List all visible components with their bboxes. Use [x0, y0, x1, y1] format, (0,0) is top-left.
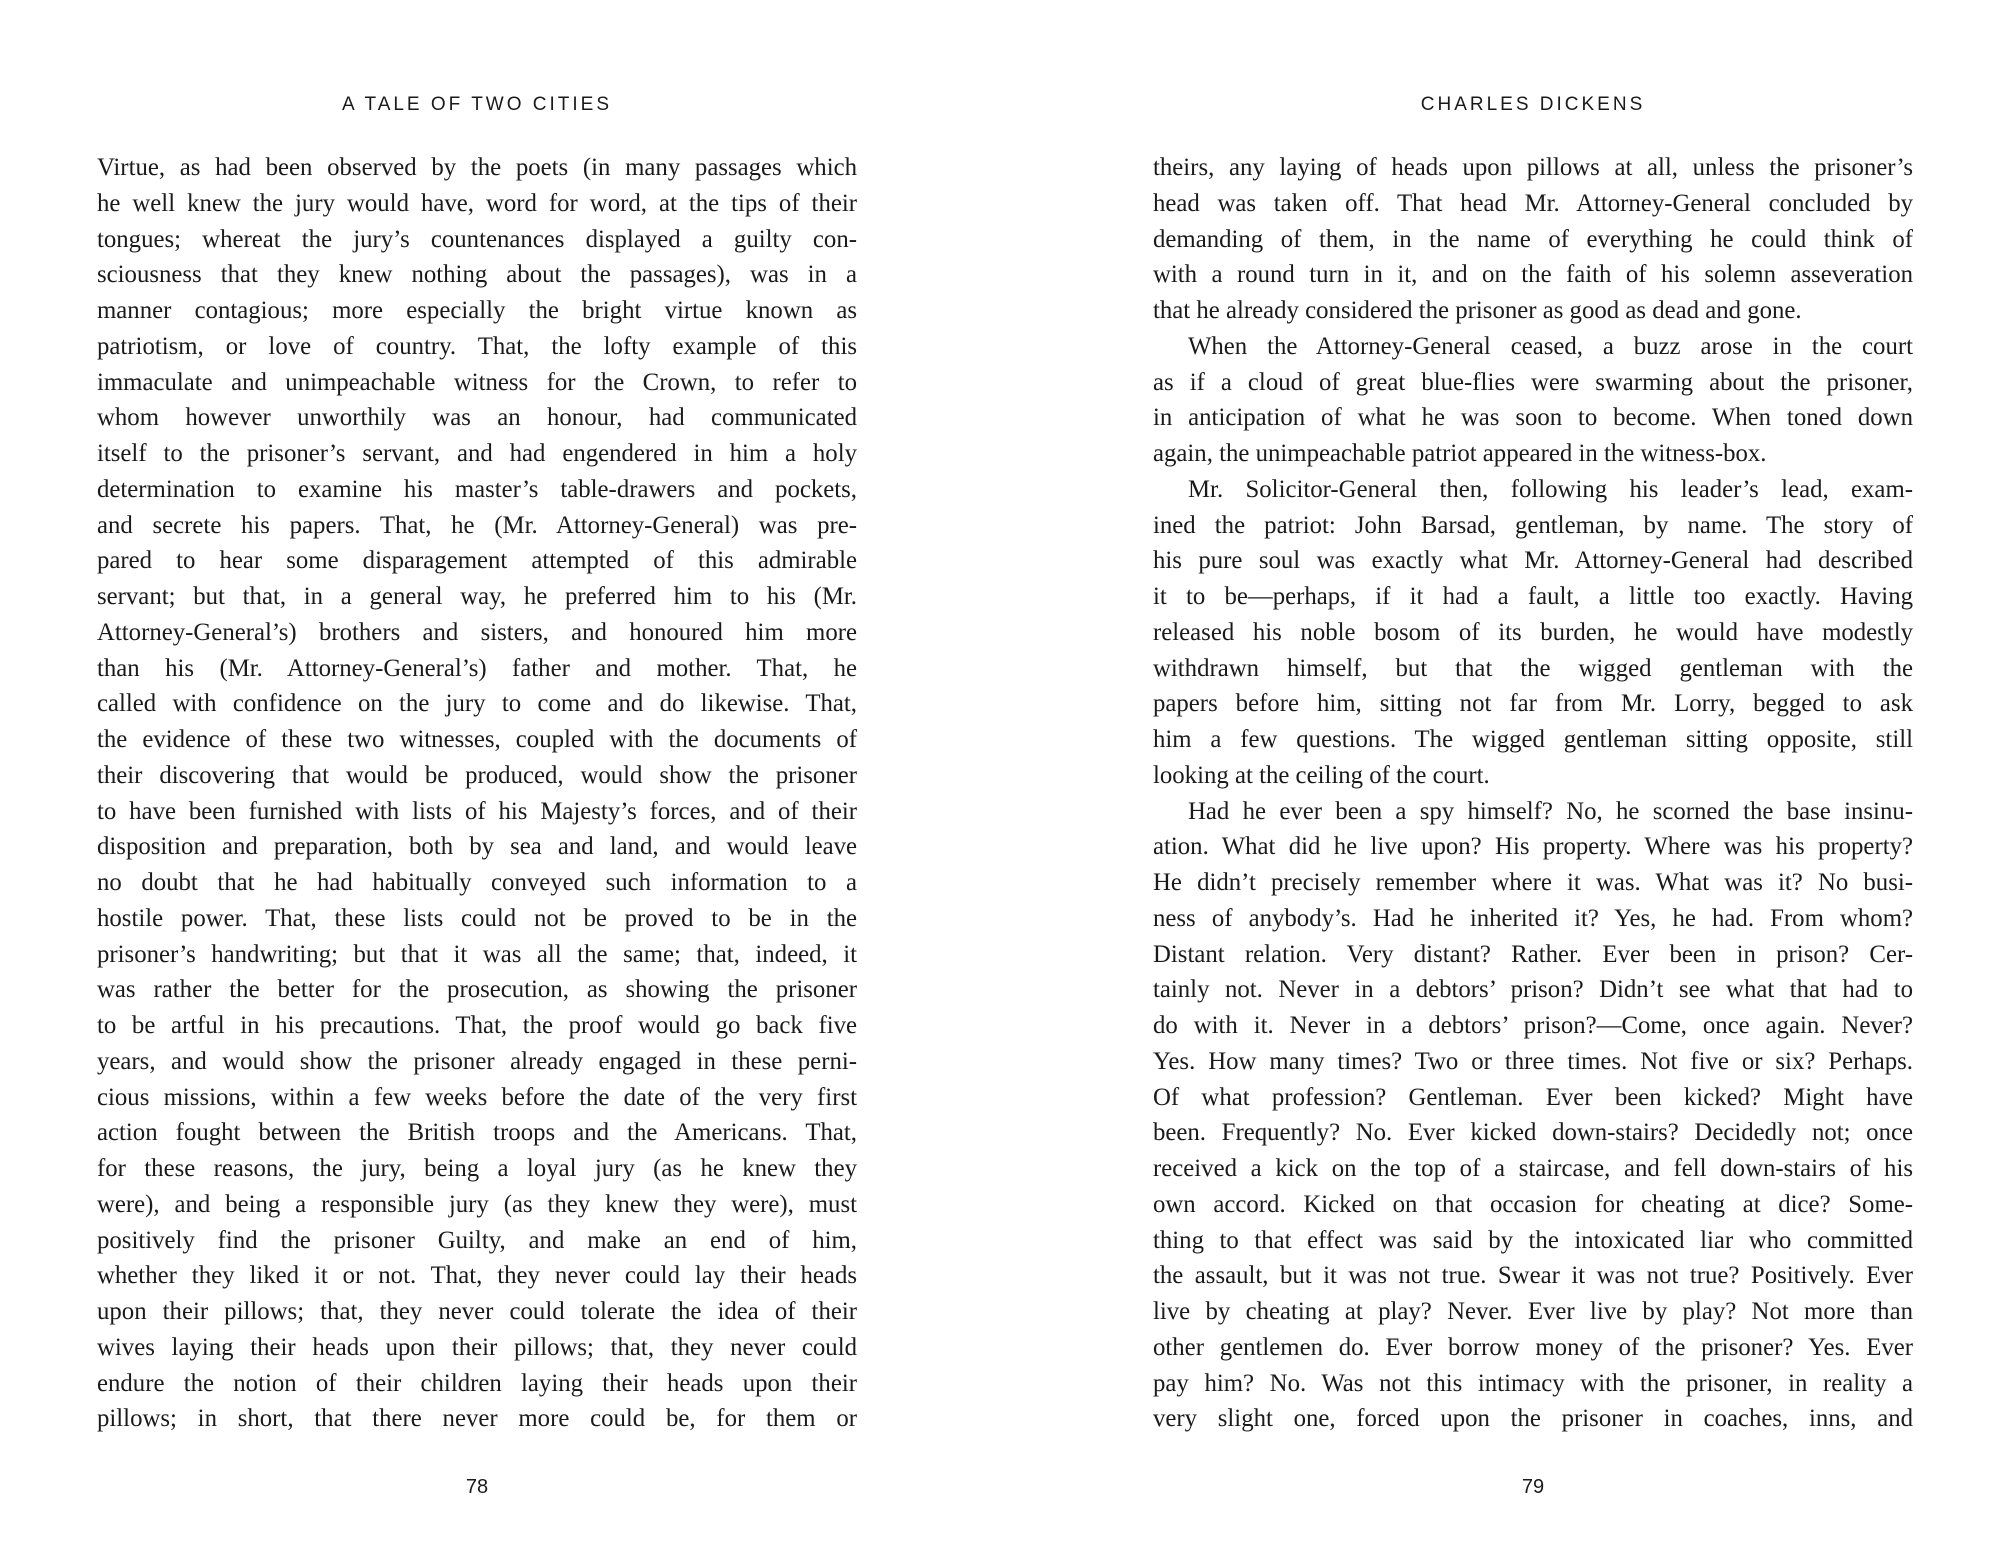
- text-line: tongues; whereat the jury’s countenances displayed a guilty con-: [97, 225, 857, 253]
- paragraph-first-line: Had he ever been a spy himself? No, he scorned the base insinu-: [1188, 797, 1913, 825]
- text-line: own accord. Kicked on that occasion for cheating at dice? Some-: [1153, 1190, 1913, 1218]
- text-line: whom however unworthily was an honour, had communicated: [97, 404, 857, 432]
- text-line: it to be—perhaps, if it had a fault, a little too exactly. Having: [1153, 583, 1913, 610]
- text-line: him a few questions. The wigged gentleman sitting opposite, still: [1153, 726, 1913, 753]
- text-line: as if a cloud of great blue-flies were swarming about the prisoner,: [1153, 368, 1913, 396]
- text-line: disposition and preparation, both by sea and land, and would leave: [97, 833, 857, 861]
- text-line: very slight one, forced upon the prisoner in coaches, inns, and: [1153, 1405, 1913, 1433]
- text-line: he well knew the jury would have, word for word, at the tips of their: [97, 189, 857, 217]
- text-line: the evidence of these two witnesses, coupled with the documents of: [97, 726, 857, 753]
- paragraph-first-line: When the Attorney-General ceased, a buzz arose in the court: [1188, 332, 1913, 360]
- text-line: immaculate and unimpeachable witness for the Crown, to refer to: [97, 368, 857, 396]
- text-line: for these reasons, the jury, being a loyal jury (as he knew they: [97, 1155, 857, 1182]
- text-line: released his noble bosom of its burden, he would have modestly: [1153, 618, 1913, 646]
- text-line: He didn’t precisely remember where it was. What was it? No busi-: [1153, 869, 1913, 896]
- text-line: pay him? No. Was not this intimacy with the prisoner, in reality a: [1153, 1369, 1913, 1397]
- text-line: the assault, but it was not true. Swear it was not true? Positively. Ever: [1153, 1262, 1913, 1290]
- text-line: ness of anybody’s. Had he inherited it? Yes, he had. From whom?: [1153, 904, 1913, 932]
- text-line: ined the patriot: John Barsad, gentleman, by name. The story of: [1153, 511, 1913, 539]
- text-line: called with confidence on the jury to come and do likewise. That,: [97, 690, 857, 718]
- page-number: 79: [1521, 1476, 1545, 1498]
- paragraph-first-line: Mr. Solicitor-General then, following his leader’s lead, exam-: [1188, 475, 1913, 503]
- text-line: manner contagious; more especially the bright virtue known as: [97, 297, 857, 324]
- text-line: Of what profession? Gentleman. Ever been kicked? Might have: [1153, 1083, 1913, 1111]
- text-line: ation. What did he live upon? His property. Where was his property?: [1153, 833, 1913, 861]
- text-line: were), and being a responsible jury (as they knew they were), must: [97, 1190, 857, 1218]
- right-page-body: [1153, 150, 1913, 1437]
- page-number: 78: [465, 1476, 489, 1498]
- text-line: was rather the better for the prosecution, as showing the prisoner: [97, 976, 857, 1004]
- text-line: live by cheating at play? Never. Ever live by play? Not more than: [1153, 1298, 1913, 1325]
- text-line: tainly not. Never in a debtors’ prison? Didn’t see what that had to: [1153, 976, 1913, 1004]
- text-line: action fought between the British troops and the Americans. That,: [97, 1119, 857, 1147]
- text-line: to have been furnished with lists of his Majesty’s forces, and of their: [97, 797, 857, 825]
- text-line: Virtue, as had been observed by the poets (in many passages which: [97, 154, 857, 181]
- text-line: with a round turn in it, and on the faith of his solemn asseveration: [1153, 261, 1913, 289]
- text-line: itself to the prisoner’s servant, and had engendered in him a holy: [97, 440, 857, 467]
- text-line: pillows; in short, that there never more could be, for them or: [97, 1405, 857, 1433]
- text-line: cious missions, within a few weeks before the date of the very first: [97, 1083, 857, 1111]
- right-page: [1153, 0, 1913, 1550]
- text-line: prisoner’s handwriting; but that it was all the same; that, indeed, it: [97, 940, 857, 968]
- text-line: than his (Mr. Attorney-General’s) father and mother. That, he: [97, 654, 857, 682]
- text-line: sciousness that they knew nothing about the passages), was in a: [97, 261, 857, 289]
- text-line: Yes. How many times? Two or three times. Not five or six? Perhaps.: [1153, 1047, 1913, 1075]
- text-line: do with it. Never in a debtors’ prison?—Come, once again. Never?: [1153, 1012, 1913, 1039]
- running-head-author: CHARLES DICKENS: [1420, 94, 1646, 115]
- text-line: pared to hear some disparagement attempted of this admirable: [97, 547, 857, 575]
- running-head-book-title: A TALE OF TWO CITIES: [341, 94, 613, 115]
- left-page: [97, 0, 857, 1550]
- text-line: his pure soul was exactly what Mr. Attorney-General had described: [1153, 547, 1913, 575]
- text-line: endure the notion of their children laying their heads upon their: [97, 1369, 857, 1397]
- text-line: hostile power. That, these lists could not be proved to be in the: [97, 904, 857, 932]
- text-line: servant; but that, in a general way, he preferred him to his (Mr.: [97, 583, 857, 610]
- text-line: theirs, any laying of heads upon pillows at all, unless the prisoner’s: [1153, 154, 1913, 181]
- text-line: looking at the ceiling of the court.: [1153, 761, 1490, 789]
- text-line: their discovering that would be produced, would show the prisoner: [97, 761, 857, 789]
- text-line: papers before him, sitting not far from Mr. Lorry, begged to ask: [1153, 690, 1913, 718]
- text-line: been. Frequently? No. Ever kicked down-stairs? Decidedly not; once: [1153, 1119, 1913, 1147]
- text-line: wives laying their heads upon their pillows; that, they never could: [97, 1333, 857, 1361]
- text-line: determination to examine his master’s table-drawers and pockets,: [97, 475, 857, 503]
- text-line: years, and would show the prisoner already engaged in these perni-: [97, 1047, 857, 1075]
- text-line: withdrawn himself, but that the wigged gentleman with the: [1153, 654, 1913, 682]
- text-line: in anticipation of what he was soon to become. When toned down: [1153, 404, 1913, 432]
- text-line: received a kick on the top of a staircase, and fell down-stairs of his: [1153, 1155, 1913, 1182]
- text-line: Attorney-General’s) brothers and sisters, and honoured him more: [97, 618, 857, 646]
- text-line: other gentlemen do. Ever borrow money of the prisoner? Yes. Ever: [1153, 1333, 1913, 1361]
- text-line: that he already considered the prisoner as good as dead and gone.: [1153, 297, 1802, 324]
- text-line: upon their pillows; that, they never could tolerate the idea of their: [97, 1298, 857, 1325]
- text-line: positively find the prisoner Guilty, and make an end of him,: [97, 1226, 857, 1254]
- text-line: thing to that effect was said by the intoxicated liar who committed: [1153, 1226, 1913, 1254]
- text-line: to be artful in his precautions. That, the proof would go back five: [97, 1012, 857, 1039]
- text-line: no doubt that he had habitually conveyed such information to a: [97, 869, 857, 896]
- text-line: head was taken off. That head Mr. Attorney-General concluded by: [1153, 189, 1913, 217]
- text-line: patriotism, or love of country. That, the lofty example of this: [97, 332, 857, 360]
- text-line: again, the unimpeachable patriot appeared in the witness-box.: [1153, 440, 1767, 467]
- text-line: demanding of them, in the name of everything he could think of: [1153, 225, 1913, 253]
- text-line: Distant relation. Very distant? Rather. Ever been in prison? Cer-: [1153, 940, 1913, 968]
- text-line: and secrete his papers. That, he (Mr. Attorney-General) was pre-: [97, 511, 857, 539]
- left-page-body: [97, 150, 857, 1437]
- text-line: whether they liked it or not. That, they never could lay their heads: [97, 1262, 857, 1290]
